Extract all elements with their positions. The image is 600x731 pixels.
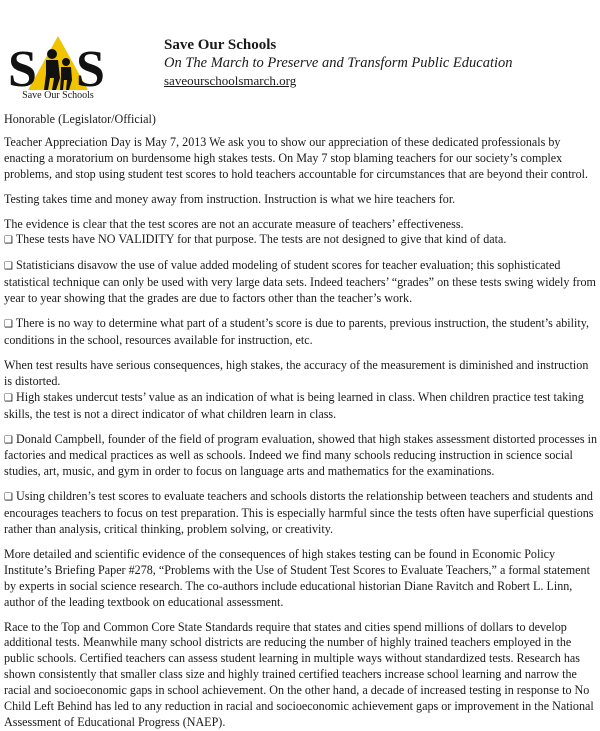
bullet-item: ❑ These tests have NO VALIDITY for that purpose. The tests are not designed to give that kind of data.	[4, 232, 507, 247]
svg-text:S: S	[76, 41, 105, 94]
paragraph: Teacher Appreciation Day is May 7, 2013 We ask you to show our appreciation of these dedicated professionals by enacting a moratorium on burdensome high stakes tests. On May 7 stop blaming teachers for our society’s complex problems, and stop using student test scores to hold teachers accountable for circumstances that are beyond their control.	[4, 134, 589, 181]
letterhead	[164, 36, 513, 90]
bullet-item: ❑ Statisticians disavow the use of value added modeling of student scores for teacher evaluation; this sophisticated statistical technique can only be used with very large data sets. Indeed teachers’ “grades” on these tests swing widely from year to year showing that the grades are due to factors other than the teacher’s work.	[4, 258, 596, 306]
paragraph: The evidence is clear that the test scores are not an accurate measure of teachers’ effectiveness.	[4, 216, 464, 231]
paragraph: When test results have serious consequences, high stakes, the accuracy of the measurement is diminished and instruction is distorted.	[4, 357, 589, 388]
checkbox-bullet-icon: ❑	[4, 492, 13, 504]
bullet-item: ❑ Donald Campbell, founder of the field of program evaluation, showed that high stakes assessment distorted processes in factories and medical practices as well as schools. Indeed we find many schools reducing instruction in science social studies, art, music, and gym in order to focus on language arts and mathematics for the examinations.	[4, 431, 598, 479]
svg-text:S: S	[8, 41, 37, 94]
checkbox-bullet-icon: ❑	[4, 235, 13, 247]
checkbox-bullet-icon: ❑	[4, 319, 13, 331]
paragraph: Race to the Top and Common Core State Standards require that states and cities spend millions of dollars to develop additional tests. Meanwhile many school districts are reducing the number of highly trained teachers employed in the public schools. Certified teachers can assess student learning in multiple ways without standardized tests. Research has shown consistently that smaller class size and highly trained certified teachers increase school learning and narrow the racial and socioeconomic gaps in school achievement. On the other hand, a decade of increased testing in response to No Child Left Behind has led to any reduction in racial and socioeconomic achievement gaps or improvement in the National Assessment of Educational Progress (NAEP).	[4, 619, 594, 729]
bullet-item: ❑ High stakes undercut tests’ value as an indication of what is being learned in class. When children practice test taking skills, the test is not a direct indicator of what children learn in class.	[4, 389, 584, 421]
bullet-item: ❑ Using children’s test scores to evaluate teachers and schools distorts the relationship between teachers and students and encourages teachers to focus on test preparation. This is especially harmful since the tests often have superficial questions rather than analysis, critical thinking, problem solving, or creativity.	[4, 489, 594, 537]
salutation: Honorable (Legislator/Official)	[4, 112, 156, 126]
checkbox-bullet-icon: ❑	[4, 261, 13, 273]
organization-tagline: On The March to Preserve and Transform Public Education	[164, 55, 513, 71]
letter-body	[4, 112, 598, 731]
logo-caption: Save Our Schools	[22, 90, 94, 101]
checkbox-bullet-icon: ❑	[4, 392, 13, 404]
paragraph: Testing takes time and money away from instruction. Instruction is what we hire teachers for.	[4, 191, 456, 206]
paragraph: More detailed and scientific evidence of the consequences of high stakes testing can be found in Economic Policy Institute’s Briefing Paper #278, “Problems with the Use of Student Test Scores to Evaluate Teachers,” a formal statement by experts in social science research. The co-authors include educational historian Diane Ravitch and Robert L. Linn, author of the leading textbook on educational assessment.	[4, 546, 590, 609]
website-link[interactable]: saveourschoolsmarch.org	[164, 73, 297, 88]
checkbox-bullet-icon: ❑	[4, 434, 13, 446]
organization-name: Save Our Schools	[164, 37, 277, 53]
bullet-item: ❑ There is no way to determine what part of a student’s score is due to parents, previous instruction, the student’s ability, conditions in the school, resources available for instruction, etc.	[4, 316, 589, 347]
